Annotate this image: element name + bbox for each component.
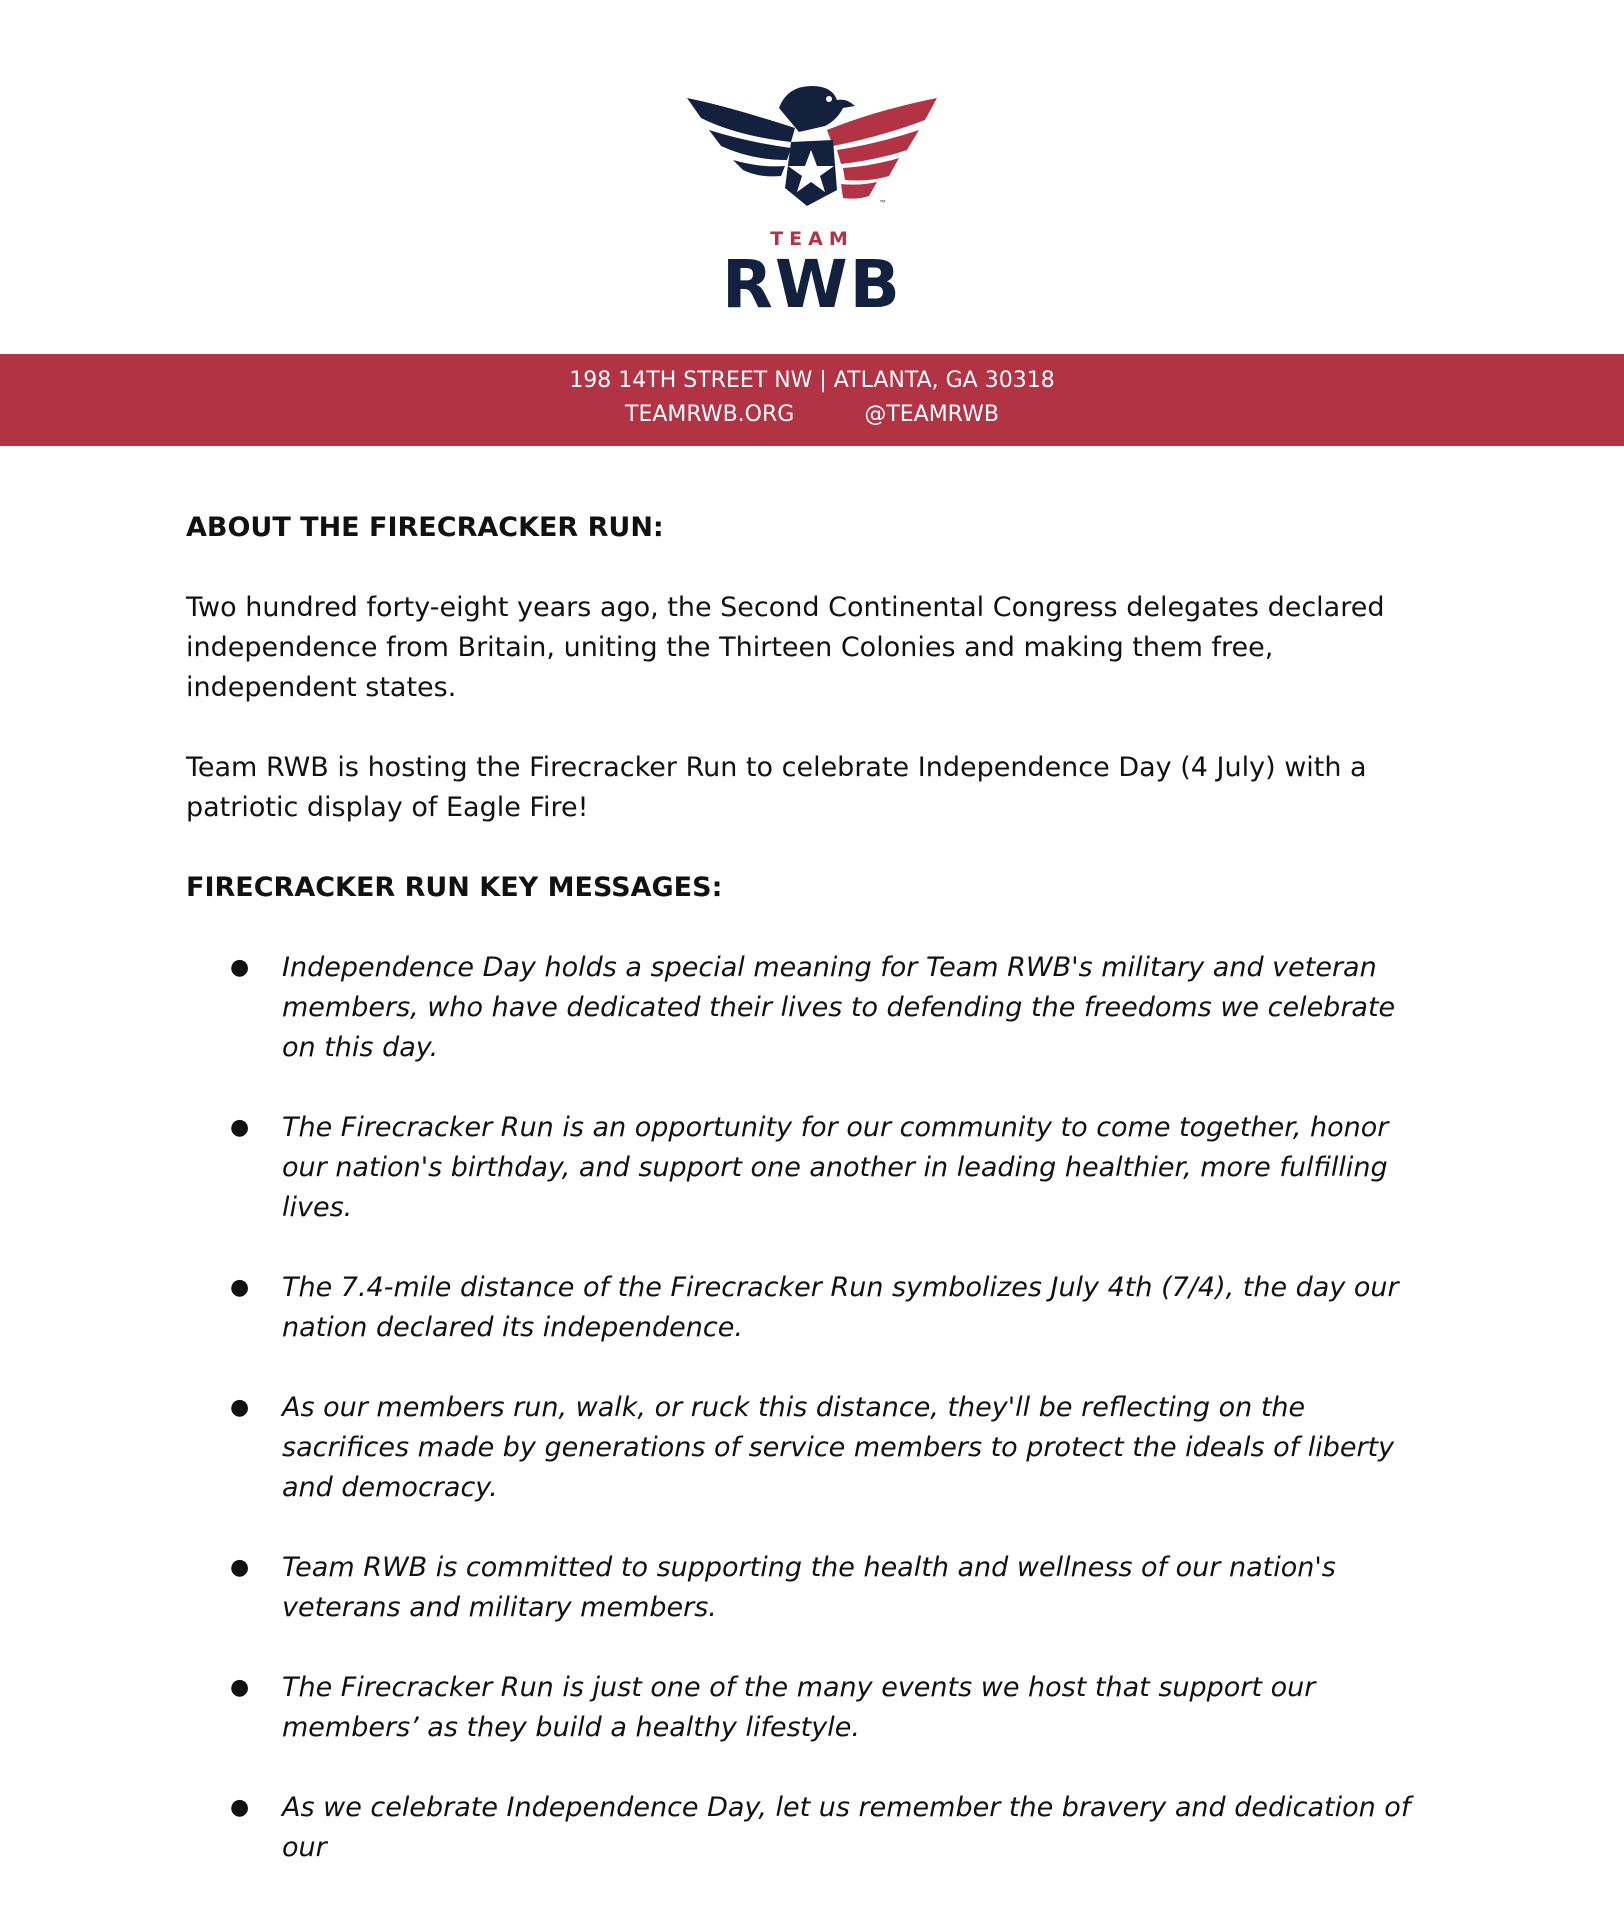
banner-website: TEAMRWB.ORG [625, 402, 795, 427]
list-item-text: The Firecracker Run is an opportunity for our community to come together, honor our nation's birthday, and support one another in leading healthier, more fulfilling lives. [282, 1112, 1389, 1223]
list-item-text: The 7.4-mile distance of the Firecracker Run symbolizes July 4th (7/4), the day our nation declared its independence. [282, 1272, 1399, 1343]
logo [0, 80, 1624, 220]
banner-handle: @TEAMRWB [864, 402, 999, 427]
list-item [230, 1668, 1436, 1748]
about-paragraph: Team RWB is hosting the Firecracker Run to celebrate Independence Day (4 July) with a patriotic display of Eagle Fire! [186, 752, 1367, 823]
document-body [186, 508, 1436, 1908]
bullet-icon: ● [230, 1555, 250, 1580]
list-item [230, 1108, 1436, 1228]
list-item [230, 1788, 1436, 1868]
list-item-text: The Firecracker Run is just one of the many events we host that support our members’ as they build a healthy lifestyle. [282, 1672, 1316, 1743]
list-item [230, 948, 1436, 1068]
about-paragraph: Two hundred forty-eight years ago, the Second Continental Congress delegates declared independence from Britain, uniting the Thirteen Colonies and making them free, independent states. [186, 592, 1385, 703]
bullet-icon: ● [230, 1115, 250, 1140]
bullet-icon: ● [230, 1395, 250, 1420]
list-item [230, 1548, 1436, 1628]
list-item-text: Independence Day holds a special meaning for Team RWB's military and veteran members, who have dedicated their lives to defending the freedoms we celebrate on this day. [282, 952, 1396, 1063]
contact-banner [0, 354, 1624, 446]
list-item-text: As we celebrate Independence Day, let us remember the bravery and dedication of our [282, 1792, 1411, 1863]
list-item [230, 1388, 1436, 1508]
logo-team-text: TEAM [770, 228, 854, 250]
bullet-icon: ● [230, 1275, 250, 1300]
logo-rwb-text: RWB [722, 246, 902, 323]
banner-links [0, 402, 1624, 427]
banner-address: 198 14TH STREET NW | ATLANTA, GA 30318 [569, 368, 1055, 393]
bullet-icon: ● [230, 955, 250, 980]
list-item [230, 1268, 1436, 1348]
bullet-icon: ● [230, 1795, 250, 1820]
list-item-text: Team RWB is committed to supporting the health and wellness of our nation's veterans and military members. [282, 1552, 1336, 1623]
list-item-text: As our members run, walk, or ruck this distance, they'll be reflecting on the sacrifices made by generations of service members to protect the ideals of liberty and democracy. [282, 1392, 1395, 1503]
key-messages-list [186, 948, 1436, 1868]
eagle-logo-icon [687, 80, 937, 220]
about-heading: ABOUT THE FIRECRACKER RUN: [186, 512, 664, 543]
key-messages-heading: FIRECRACKER RUN KEY MESSAGES: [186, 872, 723, 903]
svg-text:™: ™ [879, 199, 887, 208]
bullet-icon: ● [230, 1675, 250, 1700]
